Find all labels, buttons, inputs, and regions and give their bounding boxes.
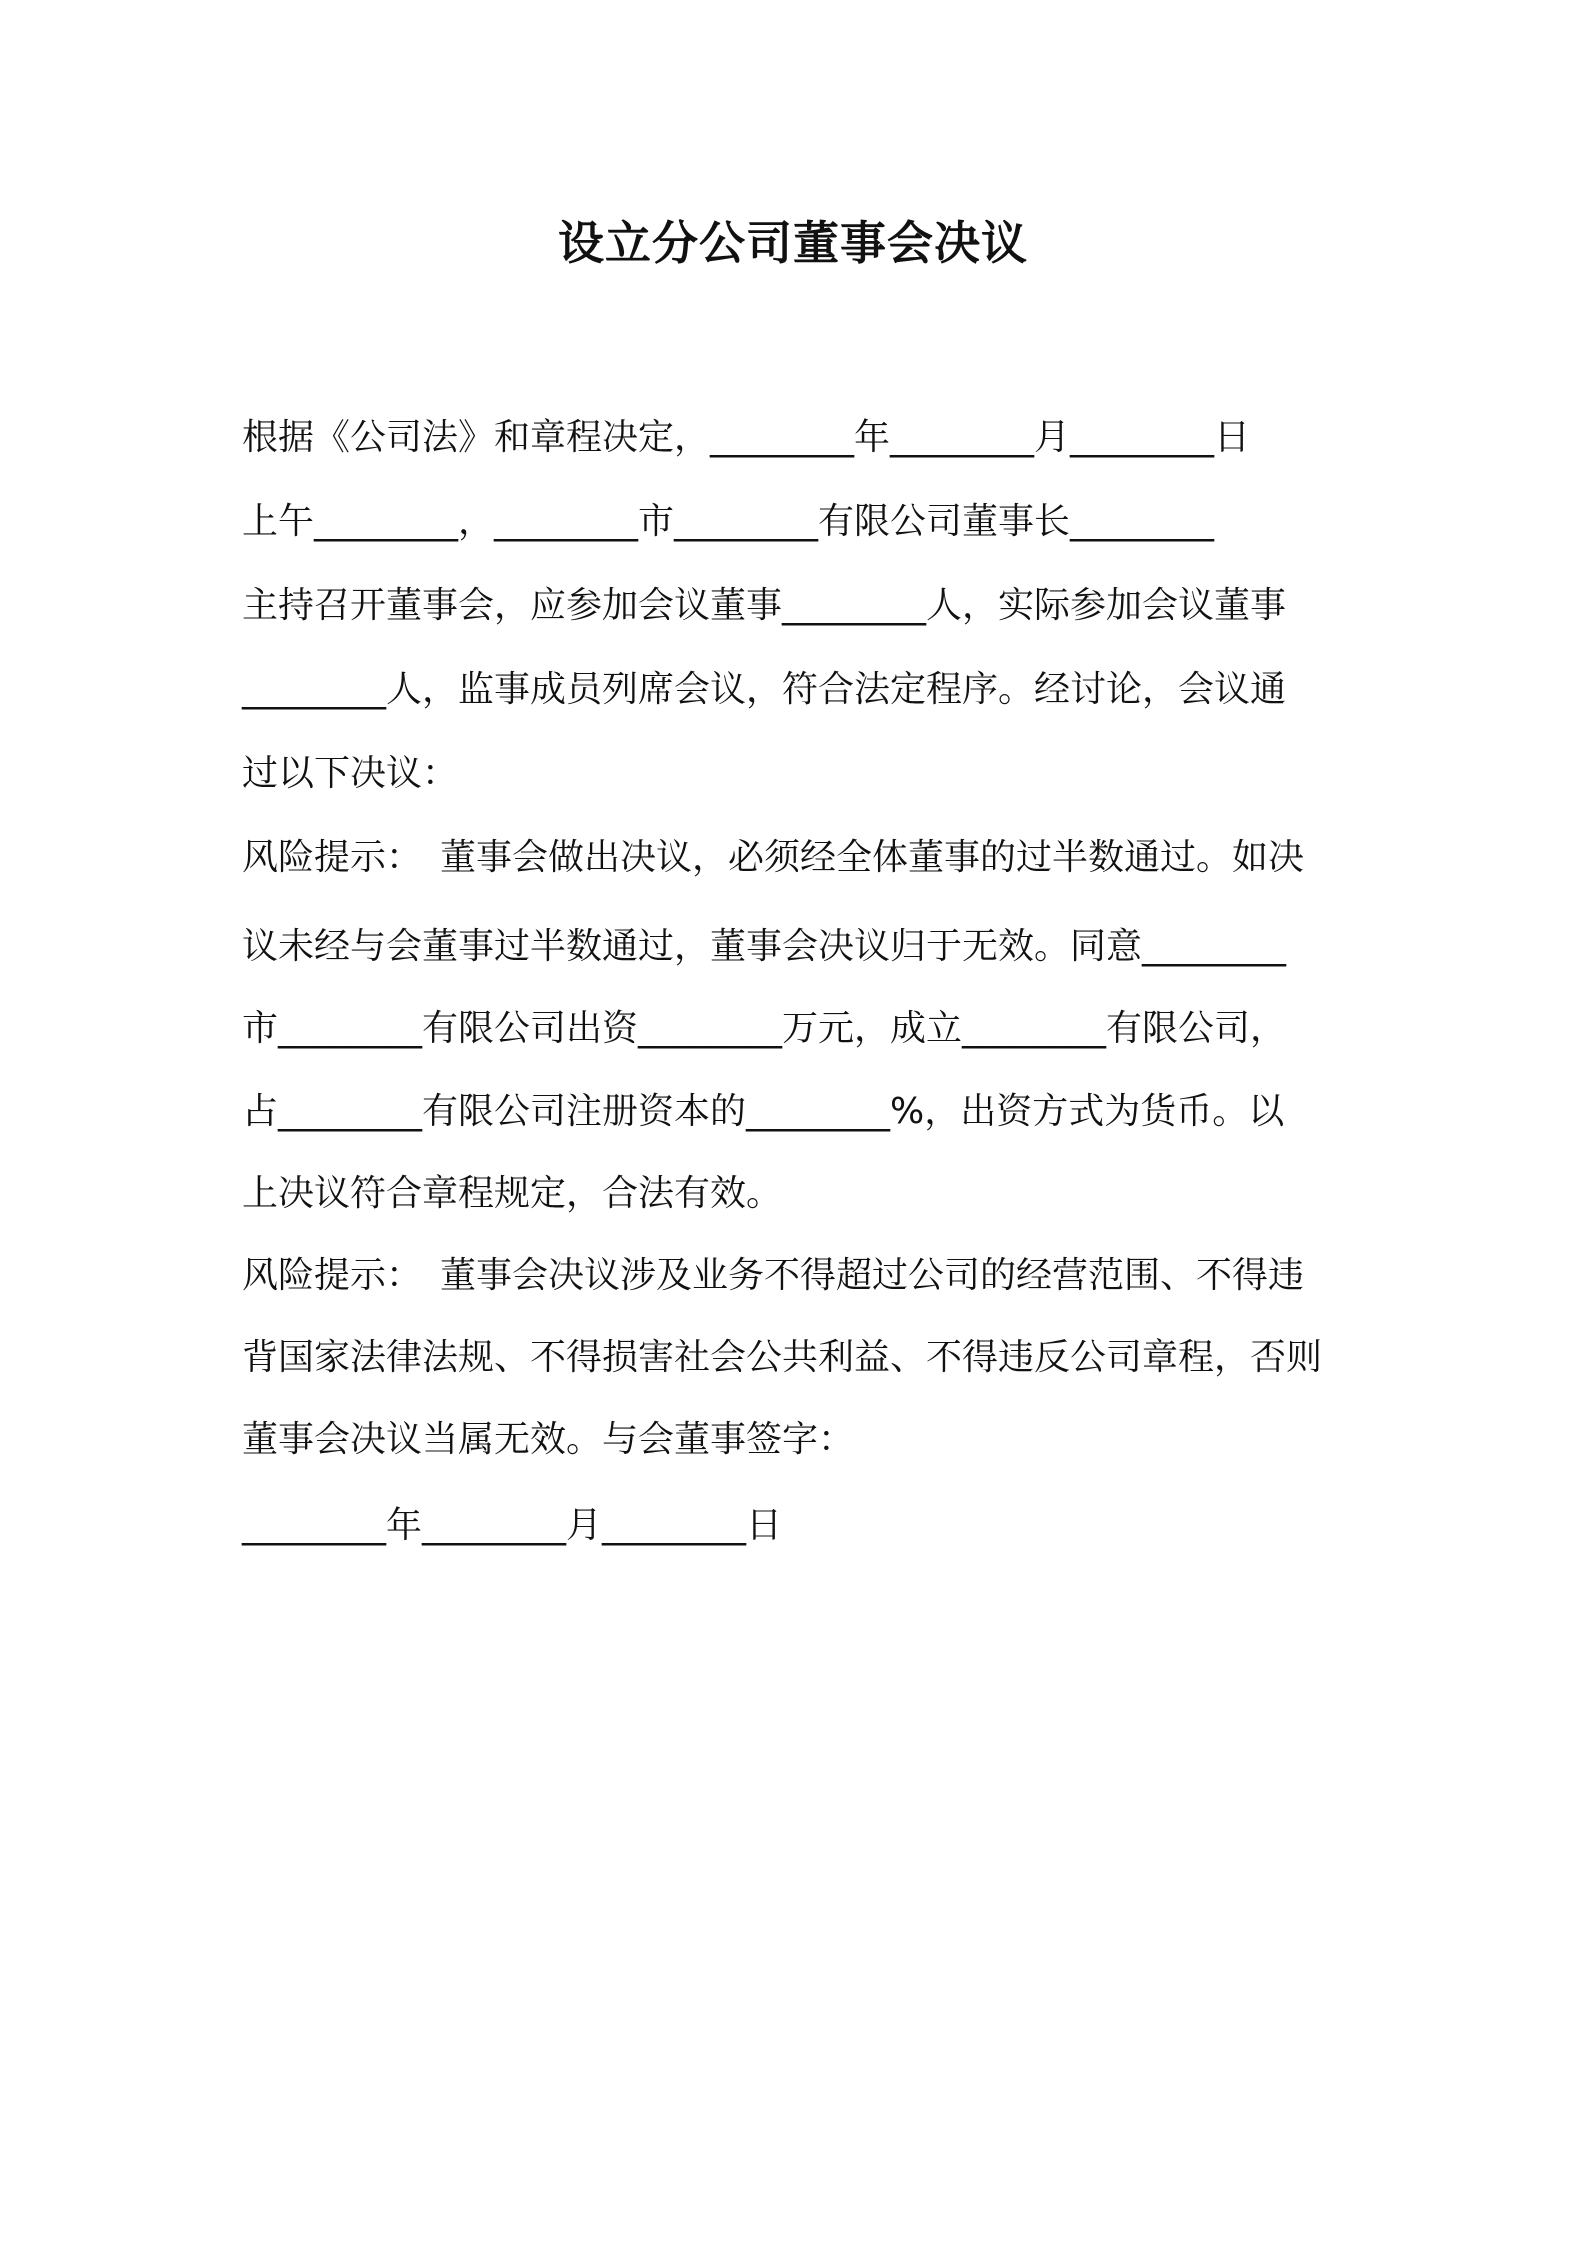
- body-line: 背国家法律法规、不得损害社会公共利益、不得违反公司章程，否则: [242, 1337, 1323, 1378]
- risk-notice-line: 风险提示： 董事会做出决议，必须经全体董事的过半数通过。如决: [242, 837, 1305, 878]
- body-line: 市________有限公司出资________万元，成立________有限公司，: [242, 1008, 1287, 1049]
- body-line: 主持召开董事会，应参加会议董事________人，实际参加会议董事: [242, 585, 1287, 626]
- body-line: 上决议符合章程规定，合法有效。: [242, 1173, 783, 1214]
- body-line: 占________有限公司注册资本的________%，出资方式为货币。以: [242, 1091, 1285, 1132]
- body-line: 董事会决议当属无效。与会董事签字：: [242, 1419, 855, 1460]
- body-line: 议未经与会董事过半数通过，董事会决议归于无效。同意________: [242, 926, 1287, 967]
- body-line: 过以下决议：: [242, 753, 459, 794]
- body-line: ________人，监事成员列席会议，符合法定程序。经讨论，会议通: [242, 669, 1287, 710]
- date-line: ________年________月________日: [242, 1505, 782, 1546]
- body-line: 上午________，________市________有限公司董事长________: [242, 501, 1215, 542]
- body-line: 根据《公司法》和章程决定，________年________月________日: [242, 417, 1251, 458]
- risk-notice-line: 风险提示： 董事会决议涉及业务不得超过公司的经营范围、不得违: [242, 1255, 1305, 1296]
- document-title: 设立分公司董事会决议: [558, 216, 1028, 270]
